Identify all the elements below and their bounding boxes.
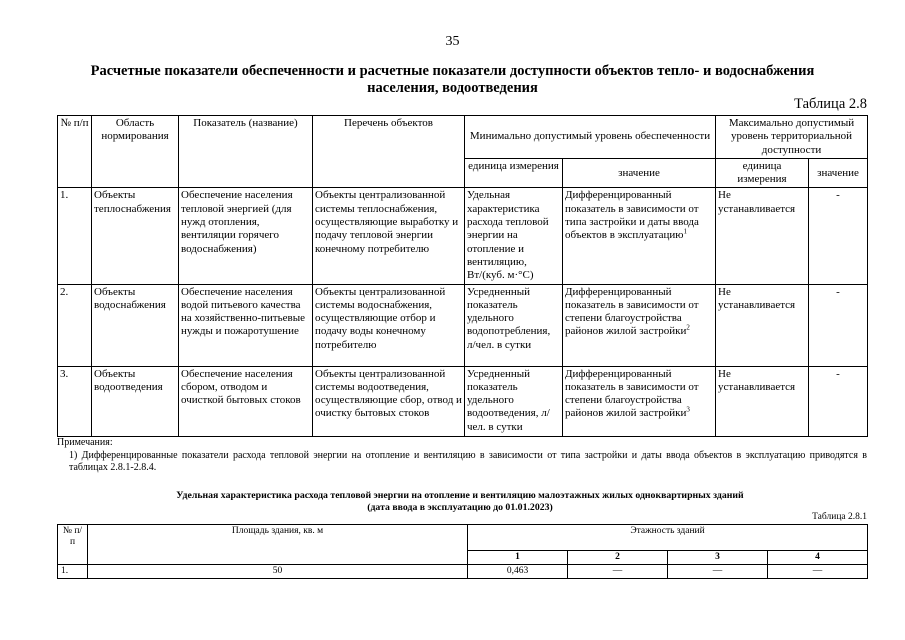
notes [57, 437, 867, 475]
note-item: 1) Дифференцированные показатели расхода тепловой энергии на отопление и вентиляцию в зависимости от типа застройки и даты ввода объектов в эксплуатацию приводятся в таблицах 2.8.1-2.8.4. [69, 449, 867, 473]
row-objects: Объекты централизованной системы теплоснабжения, осуществляющие выработку и подачу тепловой энергии конечному потребителю [313, 188, 465, 284]
row-unit-2: Не устанавливается [716, 284, 809, 366]
footnote-ref: 3 [686, 405, 690, 414]
row-unit-2: Не устанавливается [716, 366, 809, 436]
header-value: значение [563, 158, 716, 188]
table-row [58, 366, 868, 436]
row-value-text: Дифференцированный показатель в зависимости от степени благоустройства районов жилой застройки [565, 285, 699, 338]
row-floor-4: — [768, 565, 868, 579]
row-floor-3: — [668, 565, 768, 579]
heat-consumption-table [57, 524, 868, 579]
header-objects: Перечень объектов [313, 116, 465, 188]
row-area: 50 [88, 565, 468, 579]
header-floor-2: 2 [568, 551, 668, 565]
standards-table [57, 115, 868, 437]
row-value [563, 366, 716, 436]
subtitle-line-2: (дата ввода в эксплуатацию до 01.01.2023) [367, 502, 553, 513]
header-area: Область нормирования [92, 116, 179, 188]
row-value-2: - [809, 284, 868, 366]
row-num: 2. [58, 284, 92, 366]
header-indicator: Показатель (название) [179, 116, 313, 188]
row-indicator: Обеспечение населения тепловой энергией (для нужд отопления, вентиляции горячего водоснабжения) [179, 188, 313, 284]
row-num: 1. [58, 565, 88, 579]
section-subtitle [60, 490, 860, 514]
subtitle-line-1: Удельная характеристика расхода тепловой энергии на отопление и вентиляцию малоэтажных жилых одноквартирных зданий [176, 490, 744, 501]
row-indicator: Обеспечение населения сбором, отводом и очисткой бытовых стоков [179, 366, 313, 436]
row-floor-1: 0,463 [468, 565, 568, 579]
row-area: Объекты водоснабжения [92, 284, 179, 366]
row-objects: Объекты централизованной системы водоотведения, осуществляющие сбор, отвод и очистку бытовых стоков [313, 366, 465, 436]
row-objects: Объекты централизованной системы водоснабжения, осуществляющие отбор и подачу воды конечному потребителю [313, 284, 465, 366]
header-floor-3: 3 [668, 551, 768, 565]
row-floor-2: — [568, 565, 668, 579]
header-num: № п/п [58, 116, 92, 188]
row-area: Объекты водоотведения [92, 366, 179, 436]
row-unit: Удельная характеристика расхода тепловой энергии на отопление и вентиляцию, Вт/(куб. м·°С) [465, 188, 563, 284]
table-row [58, 565, 868, 579]
table-row [58, 188, 868, 284]
header-num: № п/п [58, 525, 88, 565]
table-label: Таблица 2.8 [794, 96, 867, 112]
header-floor-1: 1 [468, 551, 568, 565]
row-value-2: - [809, 188, 868, 284]
table-row [58, 284, 868, 366]
footnote-ref: 2 [686, 323, 690, 332]
footnote-ref: 1 [683, 227, 687, 236]
header-unit: единица измерения [465, 158, 563, 188]
header-floors: Этажность зданий [468, 525, 868, 551]
row-num: 1. [58, 188, 92, 284]
header-max-level: Максимально допустимый уровень территориальной доступности [716, 116, 868, 159]
row-value [563, 188, 716, 284]
page-title: Расчетные показатели обеспеченности и расчетные показатели доступности объектов тепло- и водоснабжения населения, водоотведения [90, 63, 815, 96]
table-2-label: Таблица 2.8.1 [812, 512, 867, 522]
header-unit-2: единица измерения [716, 158, 809, 188]
notes-heading: Примечания: [57, 437, 113, 448]
row-unit: Усредненный показатель удельного водопотребления, л/чел. в сутки [465, 284, 563, 366]
row-value-text: Дифференцированный показатель в зависимости от степени благоустройства районов жилой застройки [565, 367, 699, 420]
row-area: Объекты теплоснабжения [92, 188, 179, 284]
header-floor-4: 4 [768, 551, 868, 565]
header-value-2: значение [809, 158, 868, 188]
row-unit-2: Не устанавливается [716, 188, 809, 284]
row-value [563, 284, 716, 366]
header-area: Площадь здания, кв. м [88, 525, 468, 565]
row-value-text: Дифференцированный показатель в зависимости от типа застройки и даты ввода объектов в эксплуатацию [565, 189, 699, 242]
row-value-2: - [809, 366, 868, 436]
header-min-level: Минимально допустимый уровень обеспеченности [465, 116, 716, 159]
row-num: 3. [58, 366, 92, 436]
row-indicator: Обеспечение населения водой питьевого качества на хозяйственно-питьевые нужды и пожаротушение [179, 284, 313, 366]
page-number: 35 [445, 34, 460, 49]
row-unit: Усредненный показатель удельного водоотведения, л/чел. в сутки [465, 366, 563, 436]
